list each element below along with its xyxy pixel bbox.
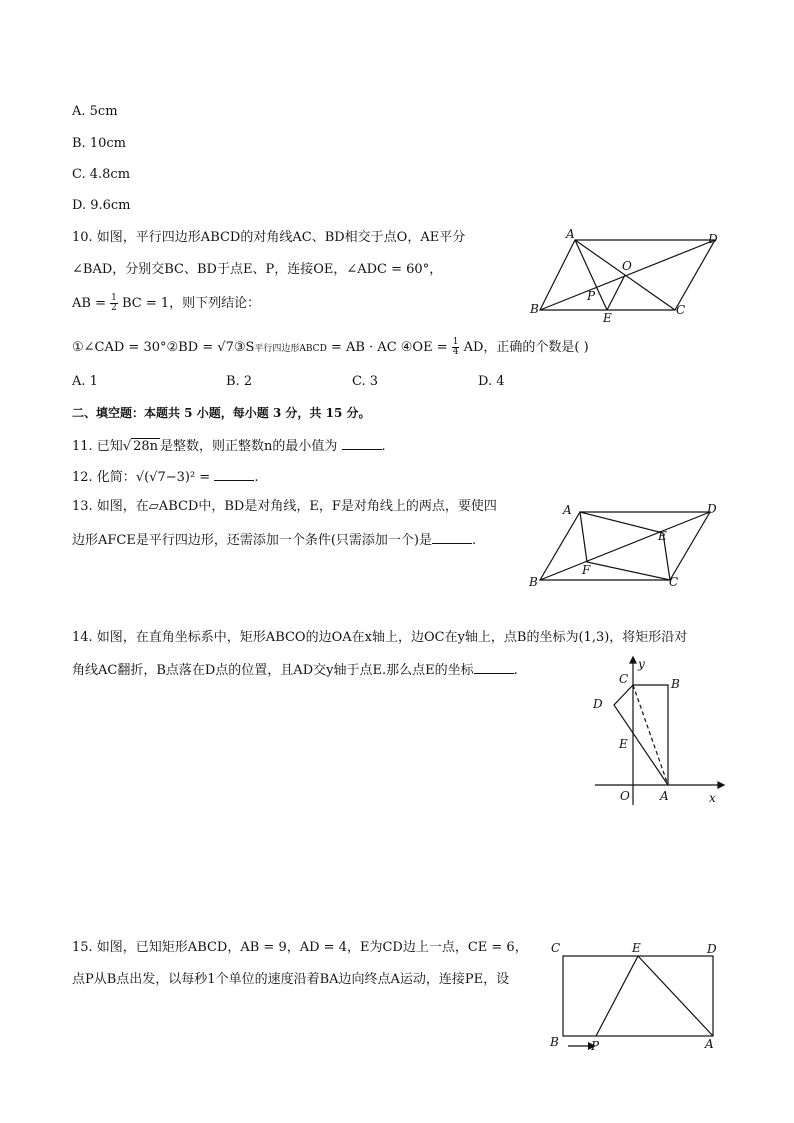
q13-label-b: B <box>529 575 538 589</box>
q10-option-b: B. 2 <box>226 374 253 389</box>
q9-option-c: C. 4.8cm <box>72 167 131 182</box>
q10-frac-den: 2 <box>111 303 117 313</box>
q14-label-e: E <box>619 737 628 751</box>
q12-end: . <box>254 470 259 485</box>
q10-option-d: D. 4 <box>478 374 505 389</box>
q14-label-b: B <box>671 677 680 691</box>
q15-figure-rectangle <box>548 938 723 1053</box>
q10-label-p: P <box>587 289 596 303</box>
q15-segment-ea <box>638 956 713 1036</box>
q12-expr: √(√7−3)² = <box>135 470 211 485</box>
section2-title: 二、填空题：本题共 5 小题，每小题 3 分，共 15 分。 <box>72 406 371 420</box>
q10-line4 <box>72 338 589 357</box>
q11: 11. 已知√ 28n 是整数，则正整数n的最小值为 . <box>72 439 386 454</box>
q15-label-d: D <box>707 942 717 956</box>
q10-option-a: A. 1 <box>72 374 98 389</box>
q15-label-a: A <box>705 1037 714 1051</box>
q10-label-e: E <box>603 311 612 325</box>
q11-suffix: 是整数，则正整数n的最小值为 <box>160 439 338 454</box>
q14-label-x: x <box>709 791 716 805</box>
q10-fraction-quarter <box>452 338 460 357</box>
q11-answer-blank[interactable] <box>342 437 382 450</box>
q15-label-e: E <box>632 941 641 955</box>
q10-segment-oe <box>607 275 625 310</box>
q13-line2-text: 边形AFCE是平行四边形，还需添加一个条件(只需添加一个)是 <box>72 533 432 548</box>
q14-label-c: C <box>619 672 629 686</box>
q10-line4-sub: 平行四边形ABCD <box>254 344 327 354</box>
q14-end: . <box>513 663 518 678</box>
q13-label-d: D <box>707 502 717 516</box>
q10-line3-prefix: AB = <box>72 296 106 311</box>
q11-radicand: 28n <box>133 439 159 454</box>
q14-answer-blank[interactable] <box>474 661 514 674</box>
q14-x-arrow-icon <box>718 782 724 788</box>
q13-label-f: F <box>582 563 591 577</box>
q14-figure-coordinate <box>590 655 730 810</box>
q11-end: . <box>381 439 386 454</box>
q12-prefix: 12. 化简： <box>72 470 136 485</box>
q14-label-y: y <box>638 657 645 671</box>
q14-label-o: O <box>620 789 630 803</box>
q14-line2-text: 角线AC翻折，B点落在D点的位置，且AD交y轴于点E.那么点E的坐标 <box>72 663 474 678</box>
q12 <box>72 468 258 486</box>
q13-label-a: A <box>563 503 572 517</box>
q13-line1: 13. 如图，在▱ABCD中，BD是对角线，E，F是对角线上的两点，要使四 <box>72 499 497 514</box>
q14-folded-cda <box>614 685 668 785</box>
q15-segment-pe <box>596 956 638 1036</box>
q10-frac-num: 1 <box>111 293 117 303</box>
q10-frac2-den: 4 <box>452 347 459 357</box>
q13-label-e: E <box>658 529 667 543</box>
q11-prefix: 11. 已知 <box>72 439 123 454</box>
q9-option-b: B. 10cm <box>72 136 126 151</box>
q10-line3 <box>72 294 260 313</box>
q14-line2 <box>72 661 518 679</box>
q10-line1: 10. 如图，平行四边形ABCD的对角线AC、BD相交于点O，AE平分 <box>72 230 466 245</box>
q14-y-arrow-icon <box>630 657 636 663</box>
q13-line2 <box>72 531 476 549</box>
q10-label-b: B <box>530 302 539 316</box>
q9-option-d: D. 9.6cm <box>72 198 131 213</box>
q10-label-a: A <box>566 227 575 241</box>
q12-answer-blank[interactable] <box>214 468 254 481</box>
q14-label-d: D <box>593 697 603 711</box>
q13-end: . <box>472 533 477 548</box>
q10-frac2-num: 1 <box>452 337 459 347</box>
q10-diagonal-bd <box>540 240 715 310</box>
q13-figure-parallelogram <box>525 500 725 590</box>
q10-line2: ∠BAD，分别交BC、BD于点E、P，连接OE，∠ADC = 60°， <box>72 262 443 277</box>
q15-label-p: P <box>591 1039 600 1053</box>
q15-rectangle <box>563 956 713 1036</box>
q10-line4-c: AD，正确的个数是( ) <box>463 340 589 355</box>
q10-label-o: O <box>622 259 632 273</box>
q14-line1: 14. 如图，在直角坐标系中，矩形ABCO的边OA在x轴上，边OC在y轴上，点B的坐标为(1,3)，将矩形沿对 <box>72 630 688 645</box>
q10-option-c: C. 3 <box>352 374 379 389</box>
q10-line4-a: ①∠CAD = 30°②BD = √7③S <box>72 340 255 355</box>
q15-label-c: C <box>551 941 561 955</box>
q15-line2: 点P从B点出发，以每秒1个单位的速度沿着BA边向终点A运动，连接PE，设 <box>72 972 510 987</box>
q10-figure-parallelogram <box>525 225 725 325</box>
q10-label-c: C <box>676 303 686 317</box>
q13-answer-blank[interactable] <box>432 531 472 544</box>
q10-label-d: D <box>708 232 718 246</box>
q13-label-c: C <box>669 575 679 589</box>
q10-fraction-half <box>110 294 118 313</box>
q10-line4-b: = AB · AC ④OE = <box>330 340 448 355</box>
q15-label-b: B <box>550 1035 559 1049</box>
q14-diagonal-ac <box>633 685 668 785</box>
q9-option-a: A. 5cm <box>72 104 118 119</box>
q15-line1: 15. 如图，已知矩形ABCD，AB = 9，AD = 4，E为CD边上一点，CE = 6， <box>72 940 528 955</box>
q10-line3-suffix: BC = 1，则下列结论： <box>121 296 261 311</box>
q14-label-a: A <box>660 789 669 803</box>
